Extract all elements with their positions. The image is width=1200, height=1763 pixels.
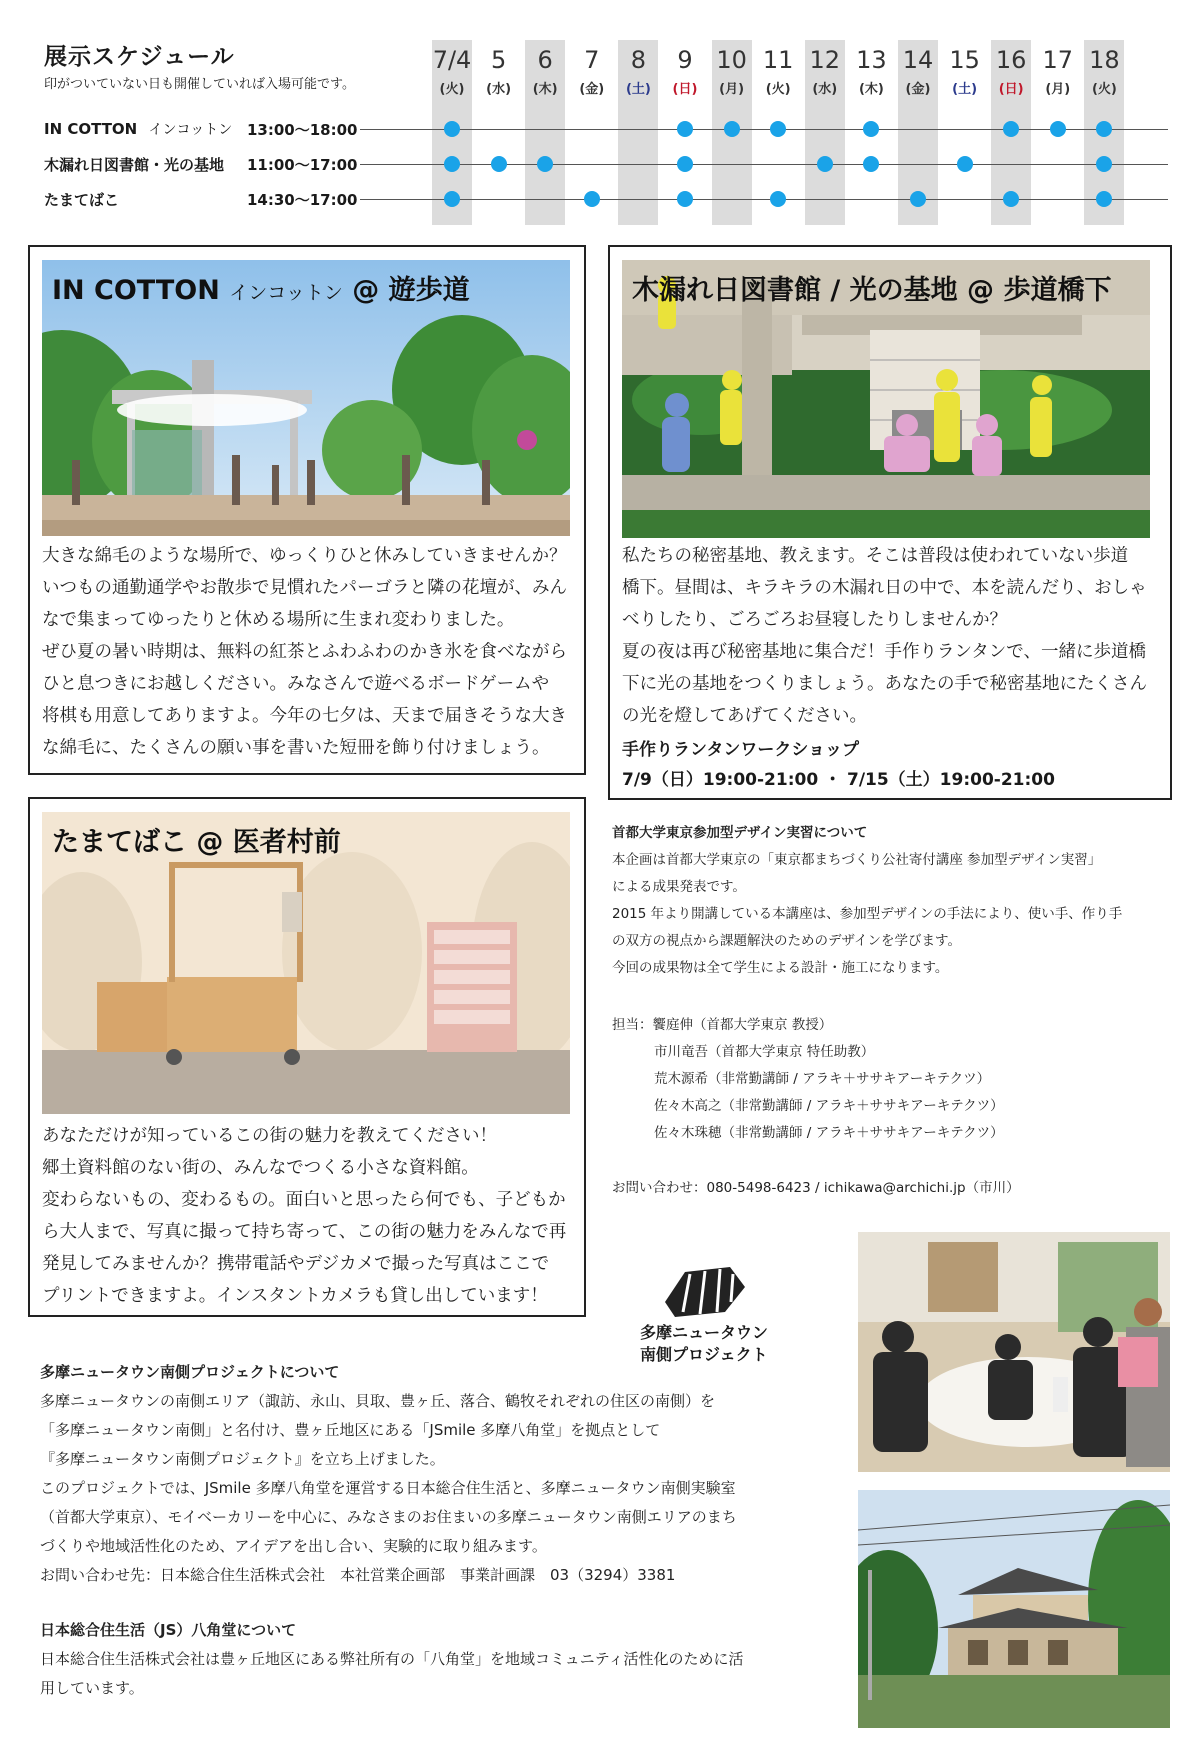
schedule-day-number: 18 xyxy=(1089,46,1120,74)
schedule-day-weekday: (火) xyxy=(765,82,791,97)
js-about-line: 用しています。 xyxy=(40,1679,144,1697)
schedule-row-line xyxy=(360,199,1168,200)
design-course-line: 本企画は首都大学東京の「東京都まちづくり公社寄付講座 参加型デザイン実習」 xyxy=(612,852,1102,868)
schedule-day-number: 5 xyxy=(490,46,507,74)
row-label-incotton-sub: インコットン xyxy=(148,122,233,138)
staff-label: 担当： xyxy=(612,1017,653,1033)
schedule-day-number: 11 xyxy=(762,46,794,74)
workshop-title: 手作りランタンワークショップ xyxy=(622,740,859,760)
schedule-note: 印がついていない日も開催していれば入場可能です。 xyxy=(44,77,355,92)
schedule-day-weekday: (土) xyxy=(625,82,651,97)
schedule-day-weekday: (金) xyxy=(579,82,605,97)
project-about-line: 多摩ニュータウンの南側エリア（諏訪、永山、貝取、豊ヶ丘、落合、鶴牧それぞれの住区の南側）を xyxy=(40,1392,716,1410)
komorebi-title: 木漏れ日図書館 / 光の基地 @ 歩道橋下 xyxy=(632,275,1112,306)
design-course-line: の双方の視点から課題解決のためのデザインを学びます。 xyxy=(612,933,961,949)
tamatebako-line: ら大人まで、写真に撮って持ち寄って、この街の魅力をみんなで再 xyxy=(42,1222,567,1242)
schedule-day-weekday: (木) xyxy=(858,82,884,97)
schedule-day-weekday: (日) xyxy=(672,82,698,97)
schedule-day-number: 16 xyxy=(995,46,1027,74)
row-label-incotton xyxy=(44,119,232,139)
project-about-line: づくりや地域活性化のため、アイデアを出し合い、実験的に取り組みます。 xyxy=(40,1537,547,1555)
row-label-tamatebako: たまてばこ xyxy=(44,191,120,209)
project-about xyxy=(40,1358,840,1590)
schedule-open-dot xyxy=(863,121,879,137)
schedule-day-weekday: (火) xyxy=(439,82,465,97)
staff-list xyxy=(612,1012,1172,1147)
tamatebako-line: あなただけが知っているこの街の魅力を教えてください！ xyxy=(42,1126,497,1146)
komorebi-line: べりしたり、ごろごろお昼寝したりしませんか？ xyxy=(622,610,1007,630)
tamatebako-line: 発見してみませんか？携帯電話やデジカメで撮った写真はここで xyxy=(42,1254,550,1274)
tamatebako-line: プリントできますよ。インスタントカメラも貸し出しています！ xyxy=(42,1286,548,1306)
staff-member: 饗庭伸（首都大学東京 教授） xyxy=(652,1017,833,1033)
schedule-day-weekday: (水) xyxy=(486,82,512,97)
schedule-day-number: 12 xyxy=(809,46,841,74)
design-course-heading: 首都大学東京参加型デザイン実習について xyxy=(612,825,868,841)
design-course-line: による成果発表です。 xyxy=(612,879,746,895)
schedule-row-line xyxy=(360,129,1168,130)
schedule-open-dot xyxy=(957,156,973,172)
incotton-line: 大きな綿毛のような場所で、ゆっくりひと休みしていきませんか？ xyxy=(42,546,567,566)
incotton-line: ひと息つきにお越しください。みなさんで遊べるボードゲームや xyxy=(42,674,550,694)
komorebi-line: 下に光の基地をつくりましょう。あなたの手で秘密基地にたくさん xyxy=(622,674,1147,694)
hakkakudo-photo xyxy=(858,1490,1170,1728)
row-time-tamatebako: 14:30〜17:00 xyxy=(247,191,358,209)
incotton-description xyxy=(42,540,572,764)
schedule-open-dot xyxy=(677,191,693,207)
schedule-day-number: 6 xyxy=(537,46,553,74)
komorebi-line: 橋下。昼間は、キラキラの木漏れ日の中で、本を読んだり、おしゃ xyxy=(622,578,1147,598)
tamatebako-description xyxy=(42,1120,572,1312)
staff-member: 荒木源希（非常勤講師 / アラキ＋ササキアーキテクツ） xyxy=(654,1071,991,1087)
schedule-day-weekday: (土) xyxy=(952,82,978,97)
staff-member: 佐々木高之（非常勤講師 / アラキ＋ササキアーキテクツ） xyxy=(654,1098,1004,1114)
incotton-title-at: @ 遊歩道 xyxy=(352,275,470,306)
tamatebako-title: たまてばこ @ 医者村前 xyxy=(52,827,341,858)
staff-member: 佐々木珠穂（非常勤講師 / アラキ＋ササキアーキテクツ） xyxy=(654,1125,1004,1141)
schedule-day-number: 15 xyxy=(949,46,980,74)
schedule-open-dot xyxy=(724,121,740,137)
schedule-open-dot xyxy=(677,121,693,137)
schedule-open-dot xyxy=(770,191,786,207)
js-about-heading: 日本総合住生活（JS）八角堂について xyxy=(40,1621,297,1639)
project-about-line: お問い合わせ先：日本総合住生活株式会社 本社営業企画部 事業計画課 03（3294）3381 xyxy=(40,1566,676,1584)
schedule-day-number: 8 xyxy=(630,46,647,74)
design-course-line: 2015 年より開講している本講座は、参加型デザインの手法により、使い手、作り手 xyxy=(612,906,1123,922)
schedule-day-number: 7 xyxy=(584,46,600,74)
design-course-line: 今回の成果物は全て学生による設計・施工になります。 xyxy=(612,960,949,976)
komorebi-description xyxy=(622,540,1162,732)
project-logo-icon xyxy=(655,1262,750,1322)
schedule-open-dot xyxy=(444,121,460,137)
incotton-title xyxy=(52,268,470,307)
schedule-title: 展示スケジュール xyxy=(44,44,235,70)
schedule-open-dot xyxy=(910,191,926,207)
incotton-line: ぜひ夏の暑い時期は、無料の紅茶とふわふわのかき氷を食べながら xyxy=(42,642,567,662)
schedule-day-number: 14 xyxy=(902,46,934,74)
schedule-open-dot xyxy=(444,156,460,172)
logo-line1: 多摩ニュータウン xyxy=(640,1323,769,1342)
tamatebako-line: 郷土資料館のない街の、みんなでつくる小さな資料館。 xyxy=(42,1158,479,1178)
schedule-open-dot xyxy=(770,121,786,137)
schedule-open-dot xyxy=(491,156,507,172)
schedule-day-number: 7/4 xyxy=(432,46,472,74)
staff-member: 市川竜吾（首都大学東京 特任助教） xyxy=(654,1044,875,1060)
project-about-line: 「多摩ニュータウン南側」と名付け、豊ヶ丘地区にある「JSmile 多摩八角堂」を拠点として xyxy=(40,1421,661,1439)
schedule-open-dot xyxy=(584,191,600,207)
design-contact: お問い合わせ：080-5498-6423 / ichikawa@archichi.jp（市川） xyxy=(612,1180,1020,1196)
schedule-open-dot xyxy=(817,156,833,172)
schedule-day-number: 10 xyxy=(716,46,747,74)
schedule-day-weekday: (金) xyxy=(905,82,931,97)
schedule-day-number: 9 xyxy=(677,46,693,74)
schedule-day-weekday: (日) xyxy=(998,82,1024,97)
project-about-line: このプロジェクトでは、JSmile 多摩八角堂を運営する日本総合住生活と、多摩ニュータウン南側実験室 xyxy=(40,1479,736,1497)
incotton-line: なで集まってゆったりと休める場所に生まれ変わりました。 xyxy=(42,610,515,630)
schedule-day-weekday: (月) xyxy=(1045,82,1071,97)
schedule-day-number: 13 xyxy=(856,46,887,74)
komorebi-line: 夏の夜は再び秘密基地に集合だ！手作りランタンで、一緒に歩道橋 xyxy=(622,642,1146,662)
row-label-komorebi: 木漏れ日図書館・光の基地 xyxy=(44,156,225,174)
js-about xyxy=(40,1616,840,1703)
schedule-open-dot xyxy=(1050,121,1066,137)
incotton-line: いつもの通勤通学やお散歩で見慣れたパーゴラと隣の花壇が、みん xyxy=(42,578,567,598)
tamatebako-line: 変わらないもの、変わるもの。面白いと思ったら何でも、子どもか xyxy=(42,1190,566,1210)
incotton-title-sub: インコットン xyxy=(229,282,343,304)
row-time-incotton: 13:00〜18:00 xyxy=(247,121,358,139)
schedule-day-weekday: (火) xyxy=(1091,82,1117,97)
schedule-day-weekday: (月) xyxy=(719,82,745,97)
incotton-line: な綿毛に、たくさんの願い事を書いた短冊を飾り付けましょう。 xyxy=(42,738,550,758)
schedule-day-weekday: (木) xyxy=(532,82,558,97)
project-about-line: （首都大学東京）、モイベーカリーを中心に、みなさまのお住まいの多摩ニュータウン南側エリアのまち xyxy=(40,1508,737,1526)
design-course-info xyxy=(612,820,1172,982)
incotton-title-main: IN COTTON xyxy=(52,275,220,306)
schedule-open-dot xyxy=(677,156,693,172)
komorebi-line: の光を燈してあげてください。 xyxy=(622,706,867,726)
project-about-heading: 多摩ニュータウン南側プロジェクトについて xyxy=(40,1363,340,1381)
schedule-day-number: 17 xyxy=(1042,46,1074,74)
komorebi-line: 私たちの秘密基地、教えます。そこは普段は使われていない歩道 xyxy=(622,546,1129,566)
js-about-line: 日本総合住生活株式会社は豊ヶ丘地区にある弊社所有の「八角堂」を地域コミュニティ活性化のために活 xyxy=(40,1650,744,1668)
row-time-komorebi: 11:00〜17:00 xyxy=(247,156,358,174)
workshop-dates: 7/9（日）19:00-21:00 ・ 7/15（土）19:00-21:00 xyxy=(622,770,1055,790)
schedule-day-weekday: (水) xyxy=(812,82,838,97)
schedule-grid xyxy=(0,0,1200,230)
schedule-open-dot xyxy=(863,156,879,172)
project-about-line: 『多摩ニュータウン南側プロジェクト』を立ち上げました。 xyxy=(40,1450,445,1468)
incotton-line: 将棋も用意してありますよ。今年の七夕は、天まで届きそうな大き xyxy=(42,706,567,726)
schedule-row-line xyxy=(360,164,1168,165)
row-label-incotton-text: IN COTTON xyxy=(44,120,138,138)
schedule-open-dot xyxy=(444,191,460,207)
workshop-photo xyxy=(858,1232,1170,1472)
logo-line2: 南側プロジェクト xyxy=(640,1345,768,1364)
